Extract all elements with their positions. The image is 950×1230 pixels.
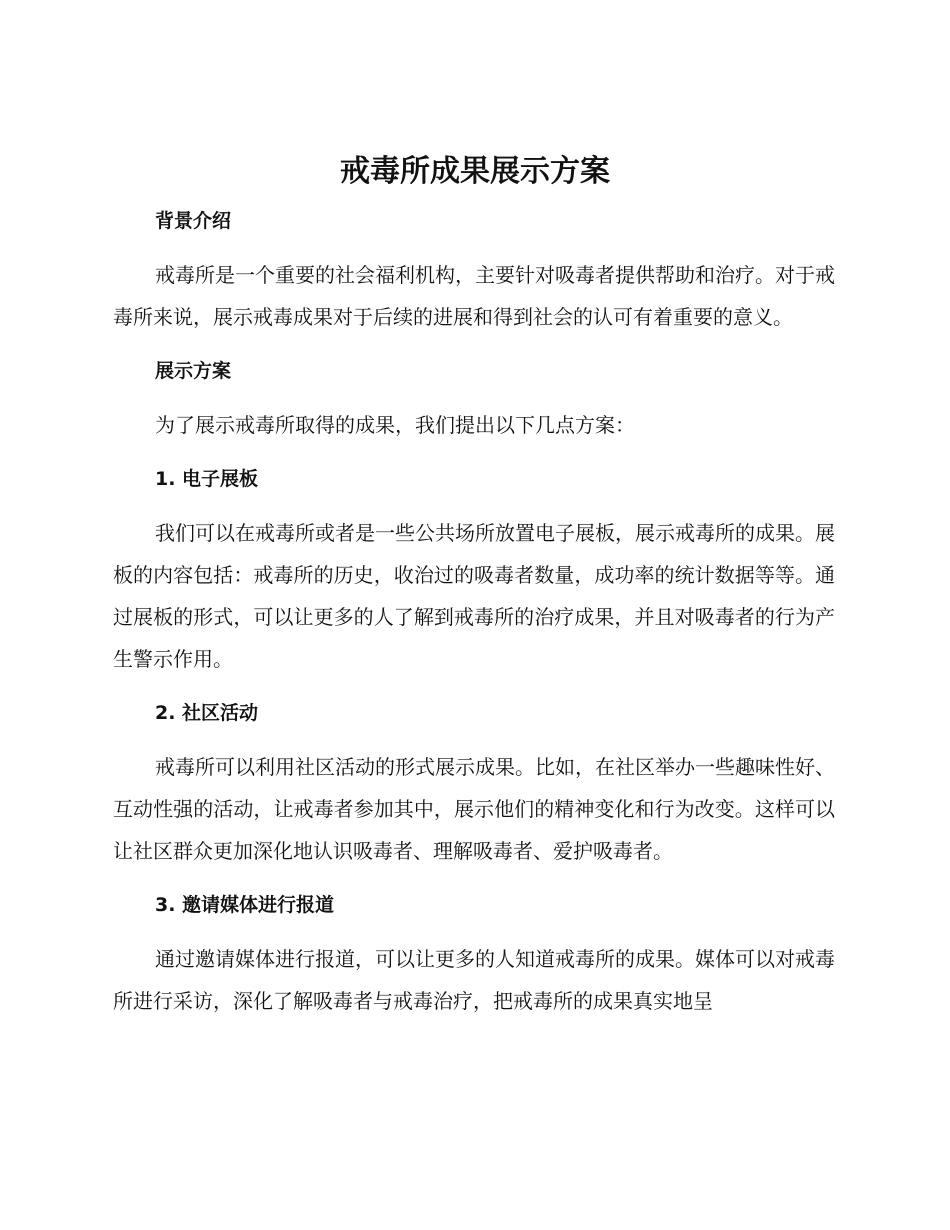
section-heading-electronic-board: 1. 电子展板 [155,468,259,490]
paragraph-background: 戒毒所是一个重要的社会福利机构，主要针对吸毒者提供帮助和治疗。对于戒毒所来说，展示戒毒成果对于后续的进展和得到社会的认可有着重要的意义。 [113,263,835,329]
section-heading-media-report: 3. 邀请媒体进行报道 [155,894,335,916]
paragraph-media-report: 通过邀请媒体进行报道，可以让更多的人知道戒毒所的成果。媒体可以对戒毒所进行采访，深化了解吸毒者与戒毒治疗，把戒毒所的成果真实地呈 [113,947,835,1013]
paragraph-plan-intro: 为了展示戒毒所取得的成果，我们提出以下几点方案： [155,413,635,437]
section-heading-background: 背景介绍 [155,210,232,232]
paragraph-community-activity: 戒毒所可以利用社区活动的形式展示成果。比如，在社区举办一些趣味性好、互动性强的活动，让戒毒者参加其中，展示他们的精神变化和行为改变。这样可以让社区群众更加深化地认识吸毒者、理解吸毒者、爱护吸毒者。 [113,755,835,863]
document-body [113,200,835,1034]
document-title: 戒毒所成果展示方案 [340,154,610,189]
paragraph-electronic-board: 我们可以在戒毒所或者是一些公共场所放置电子展板，展示戒毒所的成果。展板的内容包括：戒毒所的历史，收治过的吸毒者数量，成功率的统计数据等等。通过展板的形式，可以让更多的人了解到戒毒所的治疗成果，并且对吸毒者的行为产生警示作用。 [113,521,835,671]
section-heading-plan: 展示方案 [155,360,232,382]
section-heading-community-activity: 2. 社区活动 [155,702,259,724]
